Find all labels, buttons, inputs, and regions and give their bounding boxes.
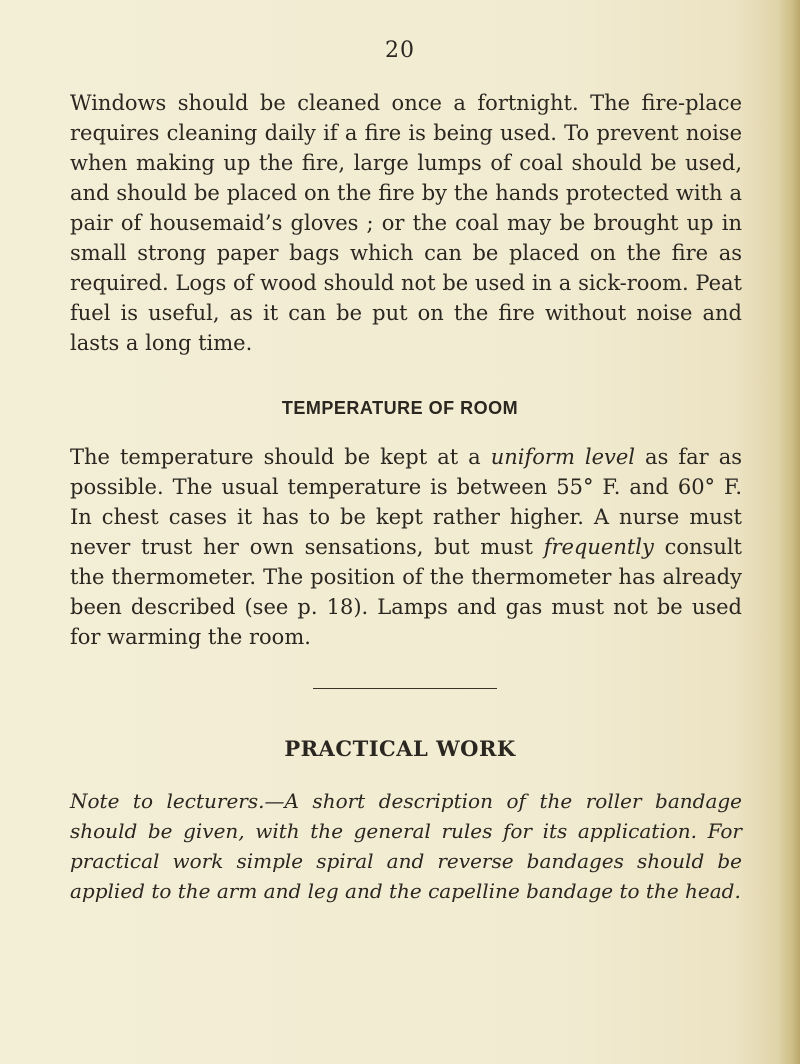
paragraph-fireplace: Windows should be cleaned once a fortnight. The fire-place requires cleaning daily if a fire is being used. To prevent noise when making up the fire, large lumps of coal should be used, and should be placed on the fire by the hands protected with a pair of housemaid’s gloves ; or the coal may be brought up in small strong paper bags which can be placed on the fire as required. Logs of wood should not be used in a sick-room. Peat fuel is useful, as it can be put on the fire without noise and lasts a long time. (70, 91, 742, 355)
paragraph-temperature-text-3: consult the thermometer. The position of the thermometer has already been described (see p. 18). Lamps and gas must not be used for warming the room. (70, 535, 743, 649)
paragraph-temperature-emphasis-2: frequently (543, 535, 654, 559)
paragraph-temperature-text-2: as far as possible. The usual temperature is between 55° F. and 60° F. In chest cases it has to be kept rather higher. A nurse must never trust her own sensations, but must (70, 445, 743, 559)
page-edge-shadow (778, 0, 800, 1064)
paragraph-temperature-text-1: The temperature should be kept at a (70, 445, 491, 469)
section-heading-temperature: TEMPERATURE OF ROOM (281, 398, 519, 418)
page-number: 20 (385, 38, 415, 63)
lecturer-note: Note to lecturers.—A short description of the roller bandage should be given, with the general rules for its application. For practical work simple spiral and reverse bandages should be applied to the arm and leg and the capelline bandage to the head. (70, 789, 742, 903)
paragraph-temperature (70, 442, 742, 652)
paragraph-temperature-emphasis-1: uniform level (490, 445, 636, 469)
section-divider (313, 688, 497, 689)
section-heading-practical-work: PRACTICAL WORK (284, 736, 516, 761)
